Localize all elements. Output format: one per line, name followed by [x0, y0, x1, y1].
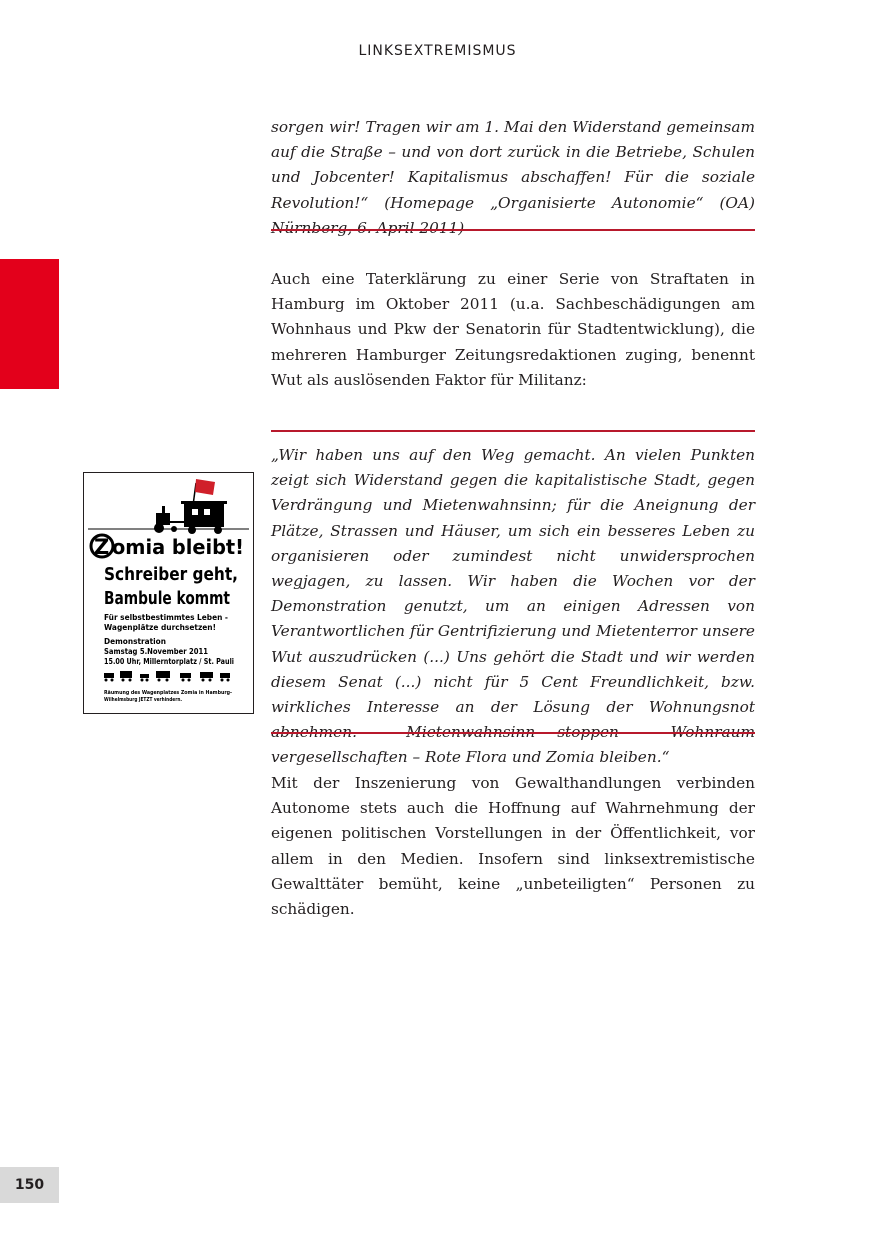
chapter-side-tab [0, 259, 59, 389]
block-quote [271, 443, 755, 771]
poster-demo: Demonstration [104, 637, 166, 646]
quote-divider-end [271, 732, 755, 734]
block-quote-text: „Wir haben uns auf den Weg gemacht. An vielen Punkten zeigt sich Widerstand gegen die kapitalistische Stadt, gegen Verdrängung und Mietenwahnsinn; für die Aneignung der Plätze, Strassen und Häuser, um sich ein besseres Leben zu organisieren oder zumindest nicht unwidersprochen wegjagen, zu lassen. Wir haben die Wochen vor der Demonstration genutzt, um an einigen Adressen von Verantwortlichen für Gentrifizierung und Mietenterror unsere Wut auszudrücken (...) Uns gehört die Stadt und wir werden diesem Senat (...) nicht für 5 Cent Freundlichkeit, bzw. wirkliches Interesse an der Lösung der Wohnungsnot abnehmen. - Mietenwahnsinn stoppen – Wohnraum vergesellschaften – Rote Flora und Zomia bleiben.“ [271, 446, 755, 767]
poster-sub-1: Für selbstbestimmtes Leben - [104, 613, 228, 622]
poster-footer-2: Wilhelmsburg JETZT verhindern. [104, 697, 183, 703]
running-head: LINKSEXTREMISMUS [358, 43, 517, 59]
poster-line-3: Bambule kommt [104, 588, 231, 609]
poster-headline: omia bleibt! [112, 535, 244, 559]
protest-poster-image [83, 472, 254, 714]
poster-sub-2: Wagenplätze durchsetzen! [104, 623, 216, 632]
body-paragraph-1-text: Auch eine Taterklärung zu einer Serie von Straftaten in Hamburg im Oktober 2011 (u.a. Sachbeschädigungen am Wohnhaus und Pkw der Senatorin für Stadtentwicklung), die mehreren Hamburger Zeitungsredaktionen zuging, benennt Wut als auslösenden Faktor für Militanz: [271, 270, 755, 389]
poster-headline-z: Z [94, 535, 110, 559]
body-paragraph-2 [271, 771, 755, 922]
poster-date: Samstag 5.November 2011 [104, 647, 208, 656]
quote-divider-top [271, 430, 755, 432]
poster-footer-1: Räumung des Wagenplatzes Zomia in Hamburg- [104, 690, 232, 696]
poster-place: 15.00 Uhr, Millerntorplatz / St. Pauli [104, 657, 234, 666]
body-paragraph-1 [271, 267, 755, 393]
body-paragraph-2-text: Mit der Inszenierung von Gewalthandlungen verbinden Autonome stets auch die Hoffnung auf Wahrnehmung der eigenen politischen Vorstellungen in der Öffentlichkeit, vor allem in den Medien. Insofern sind linksextremistische Gewalttäter bemüht, keine „unbeteiligten“ Personen zu schädigen. [271, 774, 755, 919]
vehicles-row-illustration [104, 671, 230, 682]
quote-continued-text: sorgen wir! Tragen wir am 1. Mai den Widerstand gemeinsam auf die Straße – und von dort zurück in die Betriebe, Schulen und Jobcenter! Kapitalismus abschaffen! Für die soziale Revolution!“ (Homepage „Organisierte Autonomie“ (OA) Nürnberg, 6. April 2011) [271, 118, 755, 237]
poster-line-2: Schreiber geht, [104, 564, 238, 585]
quote-divider-bottom [271, 229, 755, 231]
page-number: 150 [0, 1167, 59, 1203]
quote-continued [271, 115, 755, 241]
